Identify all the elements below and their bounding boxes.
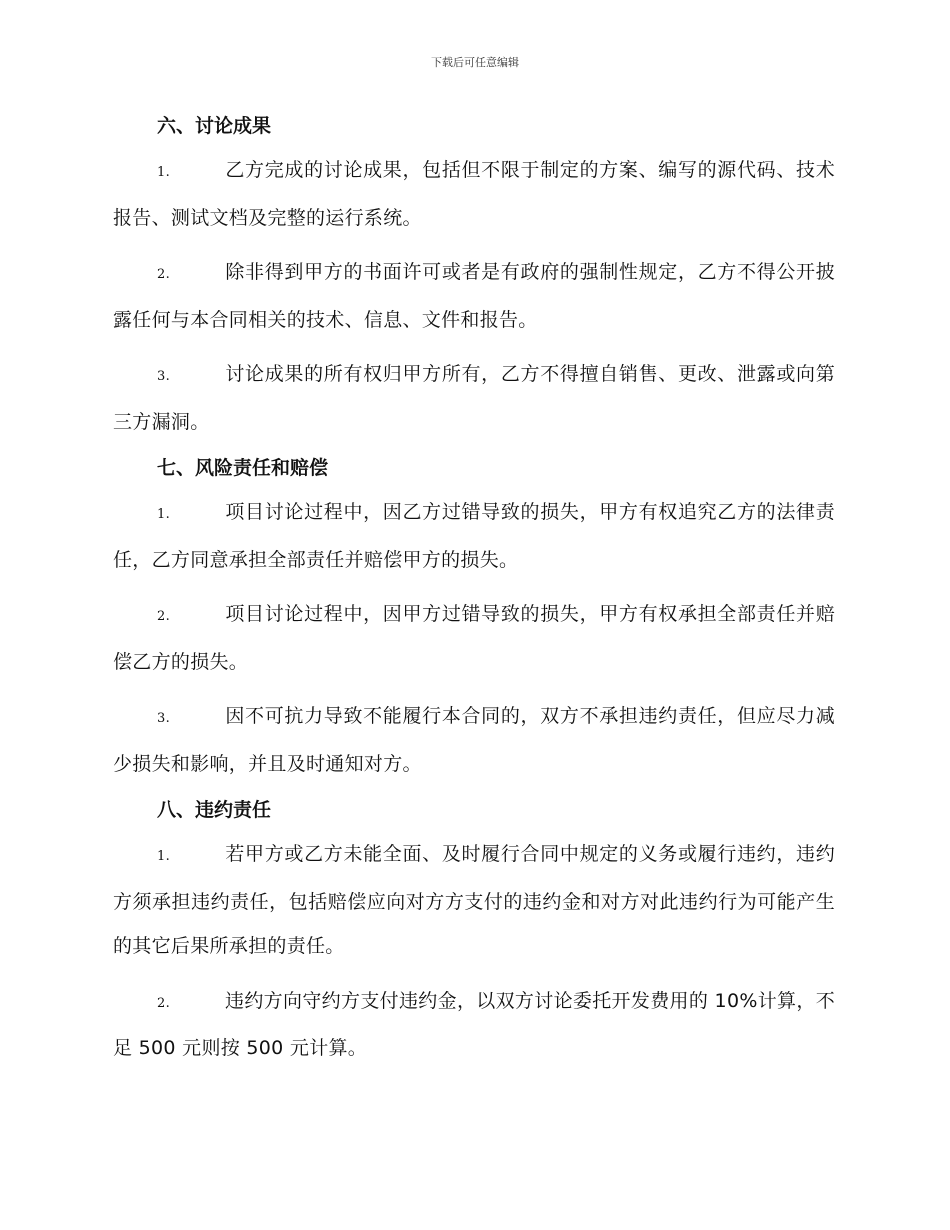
page-header: 下载后可任意编辑	[431, 56, 519, 69]
clause-number: 2.	[157, 609, 171, 624]
clause-number: 1.	[157, 849, 171, 864]
section-heading: 七、风险责任和赔偿	[157, 457, 329, 479]
section-heading: 六、讨论成果	[157, 115, 272, 137]
clause-text: 乙方完成的讨论成果，包括但不限于制定的方案、编写的源代码、技术报告、测试文档及完整的运行系统。	[113, 159, 835, 229]
clause	[113, 832, 835, 969]
clause	[113, 250, 835, 342]
clause-number: 2.	[157, 267, 171, 282]
clause-text: 违约方向守约方支付违约金，以双方讨论委托开发费用的 10%计算，不足 500 元则按 500 元计算。	[113, 989, 835, 1059]
document-body	[113, 112, 835, 1081]
clause	[113, 148, 835, 240]
clause-text: 讨论成果的所有权归甲方所有，乙方不得擅自销售、更改、泄露或向第三方漏洞。	[113, 363, 835, 433]
clause	[113, 490, 835, 582]
clause-text: 项目讨论过程中，因甲方过错导致的损失，甲方有权承担全部责任并赔偿乙方的损失。	[113, 603, 835, 673]
clause-text: 除非得到甲方的书面许可或者是有政府的强制性规定，乙方不得公开披露任何与本合同相关的技术、信息、文件和报告。	[113, 261, 835, 331]
clause-number: 2.	[157, 995, 171, 1011]
clause-text: 项目讨论过程中，因乙方过错导致的损失，甲方有权追究乙方的法律责任，乙方同意承担全部责任并赔偿甲方的损失。	[113, 501, 835, 571]
clause-text: 若甲方或乙方未能全面、及时履行合同中规定的义务或履行违约，违约方须承担违约责任，包括赔偿应向对方方支付的违约金和对方对此违约行为可能产生的其它后果所承担的责任。	[113, 843, 835, 957]
clause-number: 1.	[157, 165, 171, 180]
clause-number: 3.	[157, 711, 171, 726]
clause	[113, 592, 835, 684]
clause	[113, 352, 835, 444]
clause	[113, 694, 835, 786]
clause-text: 因不可抗力导致不能履行本合同的，双方不承担违约责任，但应尽力减少损失和影响，并且及时通知对方。	[113, 705, 835, 775]
clause-number: 3.	[157, 369, 171, 384]
section-heading: 八、违约责任	[157, 799, 272, 821]
clause	[113, 979, 835, 1071]
clause-number: 1.	[157, 507, 171, 522]
